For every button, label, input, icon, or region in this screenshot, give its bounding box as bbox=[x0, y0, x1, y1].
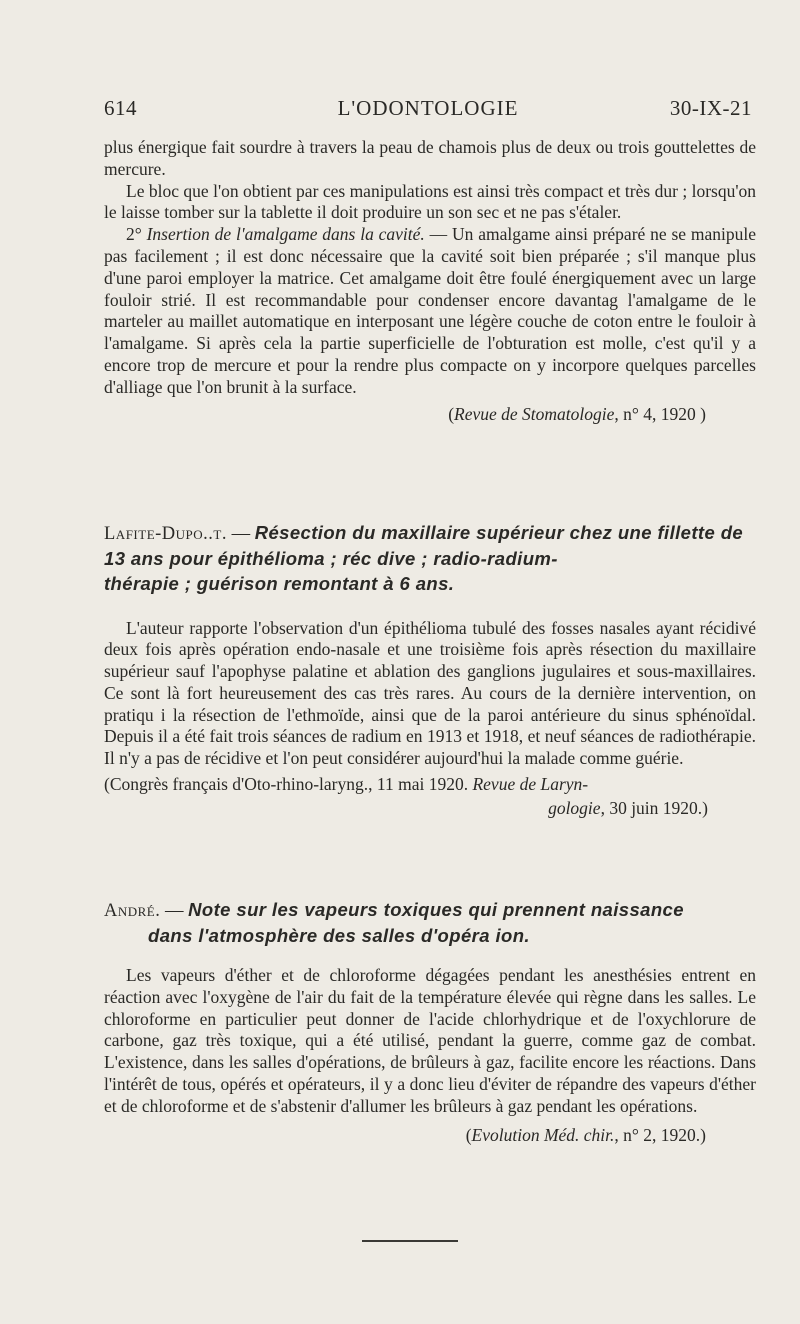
citation bbox=[104, 403, 756, 425]
section-toxic-vapours bbox=[104, 898, 756, 1146]
paragraph: plus énergique fait sourdre à travers la peau de chamois plus de deux ou trois gouttelettes de mercure. bbox=[104, 137, 756, 179]
paragraph: L'auteur rapporte l'observation d'un épithélioma tubulé des fosses nasales ayant récidivé deux fois après opération endo-nasale et une troisième fois après résection du maxillaire supérieur sauf l'apophyse palatine et ablation des ganglions jugulaires et sous-maxillaires. Ce sont là fort heureusement des cas très rares. Au cours de la dernière intervention, on pratiqu i la résection de l'ethmoïde, ainsi que de la paroi antérieure du sinus sphénoïdal. Depuis il a été fait trois séances de radium en 1913 et 1918, et neuf séances de radiothérapie. Il n'y a pas de récidive et l'on peut considérer aujourd'hui la malade comme guérie. bbox=[104, 617, 756, 769]
article-author: Lafite-Dupo..t. bbox=[104, 524, 227, 544]
citation-details: , n° 4, 1920 ) bbox=[614, 403, 706, 424]
running-head bbox=[104, 96, 752, 126]
citation-details: , 30 juin 1920.) bbox=[600, 798, 708, 819]
citation-paren: ( bbox=[448, 403, 455, 424]
paragraph-text: — Un amalgame ainsi préparé ne se manipule pas facilement ; il est donc nécessaire que la cavité soit bien préparée ; s'il manque plus d'une paroi employer la matrice. Cet amalgame doit être foulé énergiquement avec un large fouloir strié. Il est recommandable pour condenser encore davantag l'amalgame de le marteler au maillet automatique en interposant une légère couche de coton entre le fouloir à l'amalgame. Si après cela la partie superficielle de l'obturation est molle, c'est qu'il y a encore trop de mercure et pour la rendre plus compacte on y incorpore quelques parcelles d'alliage que l'on brunit à la surface. bbox=[104, 224, 757, 397]
article-title-continued: thérapie ; guérison remontant à 6 ans. bbox=[104, 573, 455, 594]
section-resection bbox=[104, 521, 756, 820]
citation-source: Revue de Laryn- bbox=[472, 774, 589, 795]
citation bbox=[104, 1124, 756, 1146]
citation-source: Revue de Stomatologie bbox=[454, 403, 615, 424]
journal-title: L'ODONTOLOGIE bbox=[337, 96, 519, 120]
heading-dash: — bbox=[160, 901, 189, 921]
citation-text: (Congrès français d'Oto-rhino-laryng., 11 mai 1920. bbox=[104, 774, 473, 795]
section-amalgam bbox=[104, 137, 756, 425]
end-rule bbox=[362, 1240, 458, 1242]
article-title: Résection du maxillaire supérieur chez une fillette de 13 ans pour épithélioma ; réc dive ; radio-radium- bbox=[104, 522, 744, 569]
paragraph: Le bloc que l'on obtient par ces manipulations est ainsi très compact et très dur ; lorsqu'on le laisse tomber sur la tablette il doit produire un son sec et ne pas s'étaler. bbox=[104, 180, 756, 223]
citation-paren: ( bbox=[465, 1124, 472, 1145]
subheading: Insertion de l'amalgame dans la cavité. bbox=[146, 224, 425, 245]
issue-date: 30-IX-21 bbox=[669, 96, 752, 120]
heading-dash: — bbox=[226, 524, 255, 544]
citation-details: , n° 2, 1920.) bbox=[614, 1124, 706, 1145]
article-heading bbox=[104, 521, 756, 598]
article-author: André. bbox=[104, 901, 161, 921]
paragraph: Les vapeurs d'éther et de chloroforme dégagées pendant les anesthésies entrent en réaction avec l'oxygène de l'air du fait de la température élevée qui règne dans les salles. Le chloroforme en particulier peut donner de l'acide chlorhydrique et de l'oxychlorure de carbone, gaz très toxique, qui a été utilisé, pendant la guerre, comme gaz de combat. L'existence, dans les salles d'opérations, de brûleurs à gaz, facilite encore les réactions. Dans l'intérêt de tous, opérés et opérateurs, il y a donc lieu d'éviter de répandre des vapeurs d'éther et de chloroforme et de s'abstenir d'allumer les brûleurs à gaz pendant les opérations. bbox=[104, 965, 756, 1116]
citation-source: Evolution Méd. chir. bbox=[471, 1124, 615, 1145]
paragraph bbox=[104, 224, 756, 398]
article-title: Note sur les vapeurs toxiques qui prennent naissance bbox=[188, 899, 684, 920]
article-title-continued: dans l'atmosphère des salles d'opéra ion. bbox=[148, 924, 530, 946]
article-heading bbox=[104, 898, 756, 947]
page-number: 614 bbox=[104, 96, 137, 120]
citation-source-continued: gologie bbox=[548, 798, 601, 819]
item-number: 2° bbox=[126, 224, 147, 245]
citation bbox=[104, 772, 756, 820]
